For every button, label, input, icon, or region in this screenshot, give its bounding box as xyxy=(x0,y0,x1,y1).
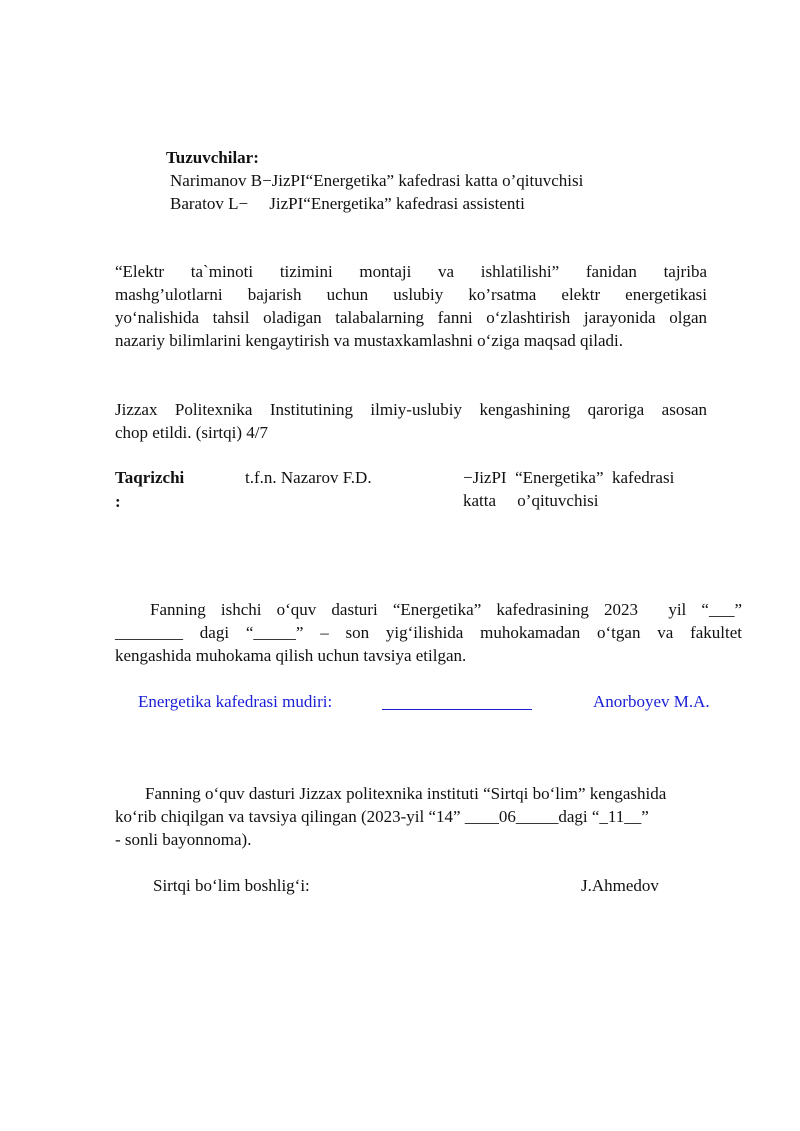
paragraph-line: nazariy bilimlarini kengaytirish va mustaxkamlashni o‘ziga maqsad qiladi. xyxy=(115,331,623,350)
paragraph-line: Fanning ishchi o‘quv dasturi “Energetika” kafedrasining 2023 yil “___” xyxy=(150,600,742,619)
paragraph-line: chop etildi. (sirtqi) 4/7 xyxy=(115,423,268,442)
authors-heading: Tuzuvchilar: xyxy=(166,148,259,167)
reviewer-name: t.f.n. Nazarov F.D. xyxy=(245,468,372,487)
head-of-department-name: Anorboyev M.A. xyxy=(593,692,710,711)
reviewer-position: katta o’qituvchisi xyxy=(463,491,599,510)
paragraph-line: yo‘nalishida tahsil oladigan talabalarning fanni o‘zlashtirish jarayonida olgan xyxy=(115,308,707,327)
author-line: Baratov L− JizPI“Energetika” kafedrasi assistenti xyxy=(170,194,525,213)
paragraph-line: Fanning o‘quv dasturi Jizzax politexnika instituti “Sirtqi bo‘lim” kengashida xyxy=(145,784,667,803)
reviewer-position: −JizPI “Energetika” kafedrasi xyxy=(463,468,675,487)
publication-paragraph xyxy=(115,398,707,444)
paragraph-line: kengashida muhokama qilish uchun tavsiya etilgan. xyxy=(115,646,467,665)
distance-head-name: J.Ahmedov xyxy=(581,876,659,895)
head-of-department-title: Energetika kafedrasi mudiri: xyxy=(138,692,333,711)
reviewer-label: Taqrizchi xyxy=(115,468,185,487)
paragraph-line: - sonli bayonnoma). xyxy=(115,830,252,849)
department-approval-paragraph xyxy=(115,598,742,667)
paragraph-line: “Elektr ta`minoti tizimini montaji va ishlatilishi” fanidan tajriba xyxy=(115,262,707,281)
reviewer-colon: : xyxy=(115,492,121,511)
paragraph-line: ko‘rib chiqilgan va tavsiya qilingan (2023-yil “14” ____06_____dagi “_11__” xyxy=(115,807,649,826)
paragraph-line: mashg’ulotlarni bajarish uchun uslubiy ko’rsatma elektr energetikasi xyxy=(115,285,707,304)
description-paragraph xyxy=(115,260,707,352)
author-line: Narimanov B−JizPI“Energetika” kafedrasi katta o’qituvchisi xyxy=(170,171,584,190)
paragraph-line: ________ dagi “_____” – son yig‘ilishida muhokamadan o‘tgan va fakultet xyxy=(115,623,742,642)
paragraph-line: Jizzax Politexnika Institutining ilmiy-uslubiy kengashining qaroriga asosan xyxy=(115,400,707,419)
signature-line xyxy=(382,709,532,710)
distance-head-title: Sirtqi bo‘lim boshlig‘i: xyxy=(153,876,310,895)
